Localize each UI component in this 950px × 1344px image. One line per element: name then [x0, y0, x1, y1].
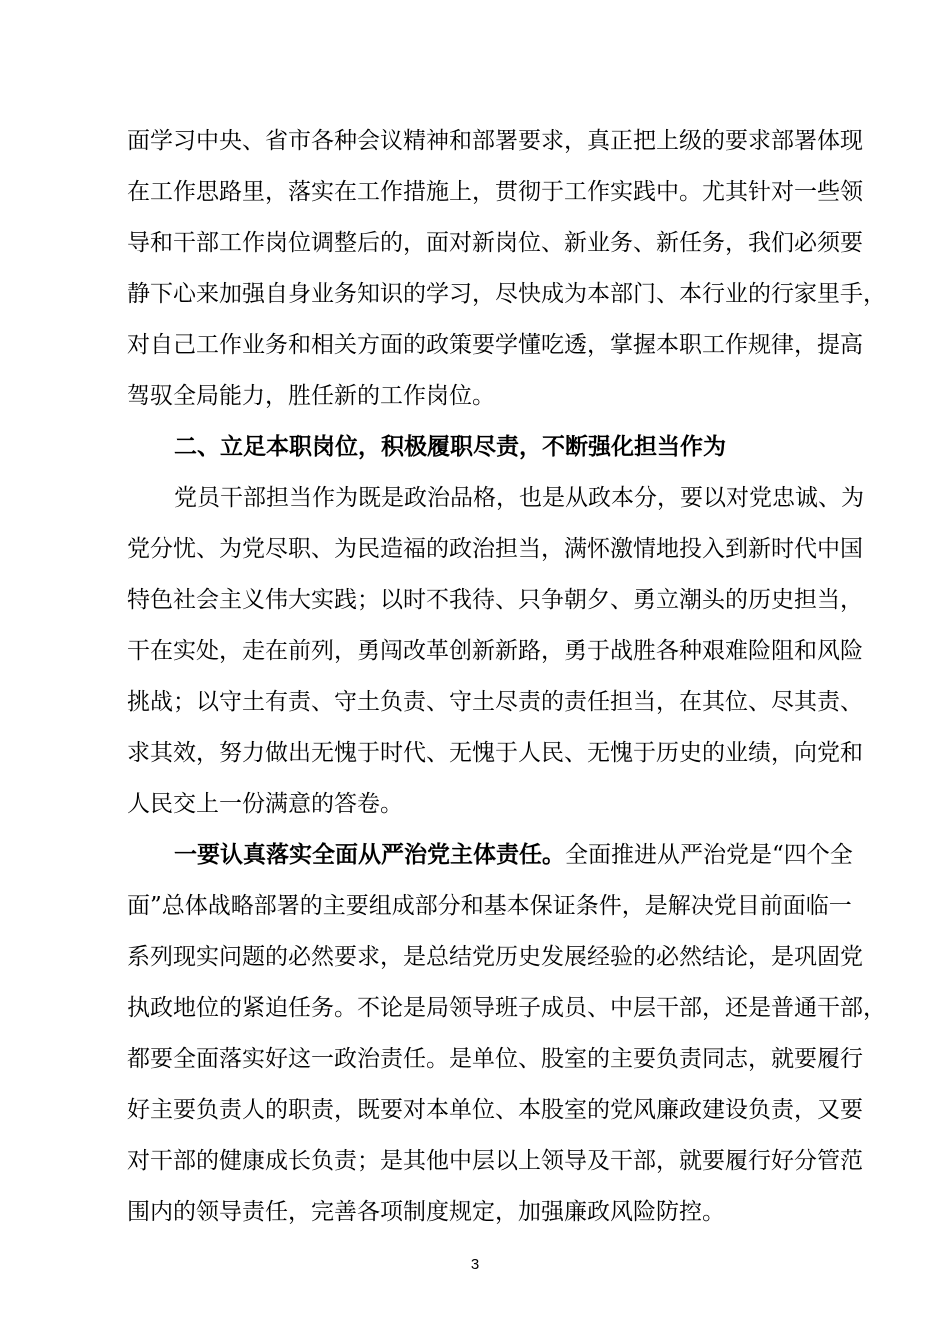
text-line: 系列现实问题的必然要求，是总结党历史发展经验的必然结论，是巩固党 [127, 944, 863, 970]
text-line: 围内的领导责任，完善各项制度规定，加强廉政风险防控。 [127, 1199, 725, 1225]
text-line: 都要全面落实好这一政治责任。是单位、股室的主要负责同志，就要履行 [127, 1046, 863, 1072]
text-line: 挑战；以守土有责、守土负责、守土尽责的责任担当，在其位、尽其责、 [127, 689, 863, 715]
paragraph-1 [127, 126, 886, 432]
text-line: 执政地位的紧迫任务。不论是局领导班子成员、中层干部，还是普通干部， [127, 995, 886, 1021]
text-line: 党分忧、为党尽职、为民造福的政治担当，满怀激情地投入到新时代中国 [127, 536, 863, 562]
text-line: 特色社会主义伟大实践；以时不我待、只争朝夕、勇立潮头的历史担当， [127, 587, 863, 613]
text-line: 人民交上一份满意的答卷。 [127, 791, 403, 817]
text-line: 驾驭全局能力，胜任新的工作岗位。 [127, 383, 495, 409]
text-line: 面”总体战略部署的主要组成部分和基本保证条件，是解决党目前面临一 [127, 893, 852, 919]
text-line: 在工作思路里，落实在工作措施上，贯彻于工作实践中。尤其针对一些领 [127, 179, 863, 205]
text-line-lead [127, 840, 853, 891]
text-line: 对干部的健康成长负责；是其他中层以上领导及干部，就要履行好分管范 [127, 1148, 863, 1174]
bold-lead-phrase: 一要认真落实全面从严治党主体责任。 [174, 841, 565, 868]
text-line: 面学习中央、省市各种会议精神和部署要求，真正把上级的要求部署体现 [127, 128, 863, 154]
paragraph-3 [127, 840, 886, 1248]
lead-continuation: 全面推进从严治党是“四个全 [565, 842, 853, 868]
text-line: 对自己工作业务和相关方面的政策要学懂吃透，掌握本职工作规律，提高 [127, 332, 863, 358]
text-line: 党员干部担当作为既是政治品格，也是从政本分，要以对党忠诚、为 [174, 485, 864, 511]
section-heading: 二、立足本职岗位，积极履职尽责，不断强化担当作为 [174, 433, 726, 460]
document-body [127, 126, 886, 1248]
text-line: 求其效，努力做出无愧于时代、无愧于人民、无愧于历史的业绩，向党和 [127, 740, 863, 766]
text-line: 干在实处，走在前列，勇闯改革创新新路，勇于战胜各种艰难险阻和风险 [127, 638, 863, 664]
text-line: 静下心来加强自身业务知识的学习，尽快成为本部门、本行业的行家里手， [127, 281, 886, 307]
page-number: 3 [470, 1256, 480, 1273]
text-line: 导和干部工作岗位调整后的，面对新岗位、新业务、新任务，我们必须要 [127, 230, 863, 256]
paragraph-2 [127, 483, 864, 840]
text-line: 好主要负责人的职责，既要对本单位、本股室的党风廉政建设负责，又要 [127, 1097, 863, 1123]
